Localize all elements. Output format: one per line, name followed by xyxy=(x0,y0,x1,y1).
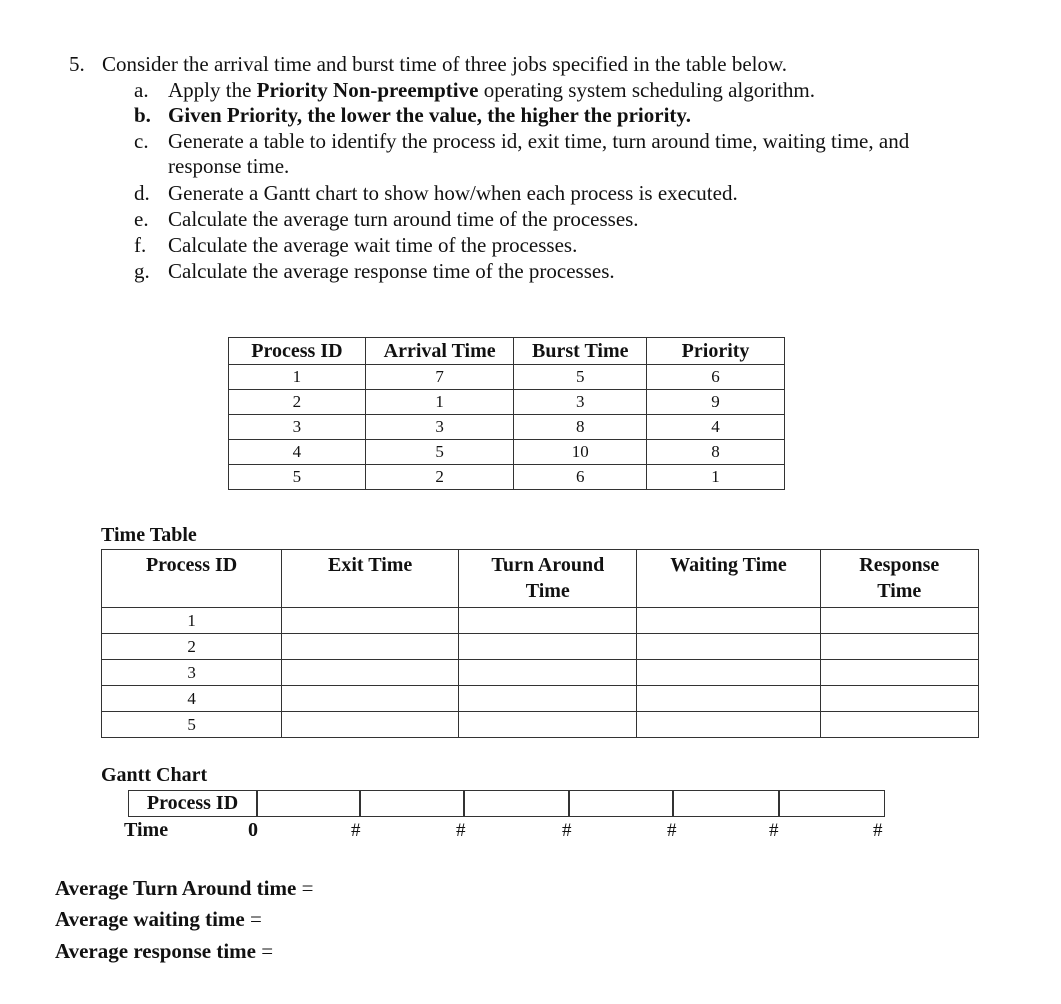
question-number: 5. xyxy=(69,52,85,76)
table-row: 3 xyxy=(102,660,979,686)
turnaround-cell[interactable] xyxy=(459,712,637,738)
table-row: 3 3 8 4 xyxy=(229,415,785,440)
gantt-slot[interactable] xyxy=(779,790,885,817)
gantt-slot[interactable] xyxy=(257,790,360,817)
table-row: 2 xyxy=(102,634,979,660)
waiting-cell[interactable] xyxy=(637,660,820,686)
waiting-cell[interactable] xyxy=(637,634,820,660)
turnaround-cell[interactable] xyxy=(459,660,637,686)
table-row: 5 2 6 1 xyxy=(229,465,785,490)
turnaround-cell[interactable] xyxy=(459,634,637,660)
waiting-cell[interactable] xyxy=(637,686,820,712)
item-b: b. Given Priority, the lower the value, the higher the priority. xyxy=(134,103,691,127)
header-priority: Priority xyxy=(647,338,785,365)
gantt-time-mark: # xyxy=(351,820,361,841)
process-table xyxy=(228,337,785,490)
item-c: c. Generate a table to identify the process id, exit time, turn around time, waiting time, and xyxy=(134,129,910,153)
gantt-time-mark: # xyxy=(456,820,466,841)
header-process-id: Process ID xyxy=(102,550,282,608)
time-table-label: Time Table xyxy=(101,524,197,546)
gantt-time-mark: # xyxy=(769,820,779,841)
gantt-slot[interactable] xyxy=(673,790,779,817)
response-cell[interactable] xyxy=(820,686,978,712)
header-process-id: Process ID xyxy=(229,338,366,365)
gantt-process-id-label: Process ID xyxy=(128,790,257,817)
table-row: 4 xyxy=(102,686,979,712)
average-response: Average response time = xyxy=(55,939,274,963)
waiting-cell[interactable] xyxy=(637,712,820,738)
gantt-chart-label: Gantt Chart xyxy=(101,764,208,786)
table-row: 1 xyxy=(102,608,979,634)
waiting-cell[interactable] xyxy=(637,608,820,634)
item-a: a. Apply the Priority Non-preemptive operating system scheduling algorithm. xyxy=(134,78,815,102)
time-table xyxy=(101,549,979,738)
process-table-header xyxy=(229,338,785,365)
item-c-continued: response time. xyxy=(168,154,290,178)
gantt-time-label: Time xyxy=(124,819,169,841)
item-f: f. Calculate the average wait time of the processes. xyxy=(134,233,578,257)
gantt-slot[interactable] xyxy=(464,790,569,817)
gantt-time-mark: # xyxy=(667,820,677,841)
gantt-time-mark: # xyxy=(873,820,883,841)
header-waiting-time: Waiting Time xyxy=(637,550,820,608)
header-burst-time: Burst Time xyxy=(514,338,647,365)
response-cell[interactable] xyxy=(820,634,978,660)
time-table-header xyxy=(102,550,979,608)
exit-time-cell[interactable] xyxy=(282,608,459,634)
exit-time-cell[interactable] xyxy=(282,634,459,660)
table-row: 1 7 5 6 xyxy=(229,365,785,390)
response-cell[interactable] xyxy=(820,712,978,738)
table-row: 5 xyxy=(102,712,979,738)
average-turnaround: Average Turn Around time = xyxy=(55,876,314,900)
response-cell[interactable] xyxy=(820,608,978,634)
gantt-time-start: 0 xyxy=(248,819,258,841)
response-cell[interactable] xyxy=(820,660,978,686)
header-response-time: Response Time xyxy=(820,550,978,608)
question-text: Consider the arrival time and burst time of three jobs specified in the table below. xyxy=(102,52,788,76)
exit-time-cell[interactable] xyxy=(282,712,459,738)
turnaround-cell[interactable] xyxy=(459,686,637,712)
question-intro xyxy=(69,52,787,77)
header-arrival-time: Arrival Time xyxy=(365,338,514,365)
gantt-slot[interactable] xyxy=(360,790,464,817)
table-row: 2 1 3 9 xyxy=(229,390,785,415)
header-exit-time: Exit Time xyxy=(282,550,459,608)
gantt-slot[interactable] xyxy=(569,790,673,817)
exit-time-cell[interactable] xyxy=(282,686,459,712)
item-d: d. Generate a Gantt chart to show how/when each process is executed. xyxy=(134,181,738,205)
table-row: 4 5 10 8 xyxy=(229,440,785,465)
exit-time-cell[interactable] xyxy=(282,660,459,686)
average-waiting: Average waiting time = xyxy=(55,907,262,931)
item-g: g. Calculate the average response time of the processes. xyxy=(134,259,615,283)
turnaround-cell[interactable] xyxy=(459,608,637,634)
header-turnaround-time: Turn Around Time xyxy=(459,550,637,608)
gantt-time-mark: # xyxy=(562,820,572,841)
item-e: e. Calculate the average turn around time of the processes. xyxy=(134,207,639,231)
